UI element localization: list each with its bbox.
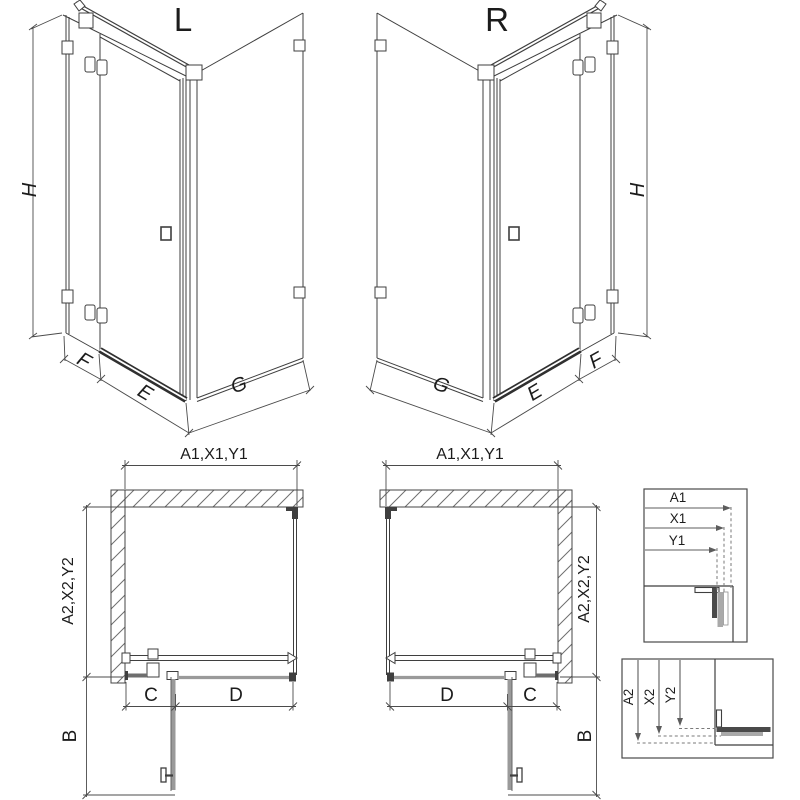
detail-box-width-refs bbox=[644, 489, 747, 642]
r-view-title: R bbox=[485, 1, 509, 38]
r-fixed-panel-label: F bbox=[585, 348, 607, 374]
l-view-title: L bbox=[173, 1, 193, 38]
l-plan-c-label: C bbox=[144, 685, 158, 706]
r-plan-c-label: C bbox=[523, 685, 537, 706]
l-plan-width-label: A1,X1,Y1 bbox=[180, 446, 248, 463]
detail-y2-label: Y2 bbox=[663, 686, 678, 704]
detail-box-frame bbox=[644, 489, 747, 642]
r-plan-depth-label: A2,X2,Y2 bbox=[576, 555, 593, 623]
r-door-panel-label: E bbox=[523, 379, 547, 406]
r-3d-view bbox=[366, 0, 651, 437]
l-side-panel-label: G bbox=[227, 372, 251, 399]
l-3d-view bbox=[19, 0, 314, 437]
r-plan-d-label: D bbox=[440, 685, 454, 706]
l-door-panel-label: E bbox=[133, 379, 157, 406]
detail-x1-label: X1 bbox=[669, 511, 687, 526]
detail-x2-label: X2 bbox=[642, 688, 657, 706]
l-plan-d-label: D bbox=[229, 685, 243, 706]
l-plan-b-label: B bbox=[60, 729, 81, 743]
detail-a1-label: A1 bbox=[669, 490, 687, 505]
r-plan-view bbox=[380, 446, 601, 799]
detail-a2-label: A2 bbox=[621, 688, 636, 706]
l-plan-view bbox=[60, 446, 303, 799]
r-height-label: H bbox=[627, 182, 649, 198]
r-plan-width-label: A1,X1,Y1 bbox=[436, 446, 504, 463]
l-fixed-panel-label: F bbox=[73, 348, 95, 374]
r-plan-top-wall bbox=[380, 490, 572, 507]
detail-y1-label: Y1 bbox=[668, 533, 686, 548]
detail-box-depth-refs bbox=[621, 659, 773, 758]
r-plan-b-label: B bbox=[575, 729, 596, 743]
l-plan-depth-label: A2,X2,Y2 bbox=[60, 557, 77, 625]
r-side-panel-label: G bbox=[429, 372, 453, 399]
l-height-label: H bbox=[19, 182, 41, 198]
l-plan-top-wall bbox=[111, 490, 303, 507]
